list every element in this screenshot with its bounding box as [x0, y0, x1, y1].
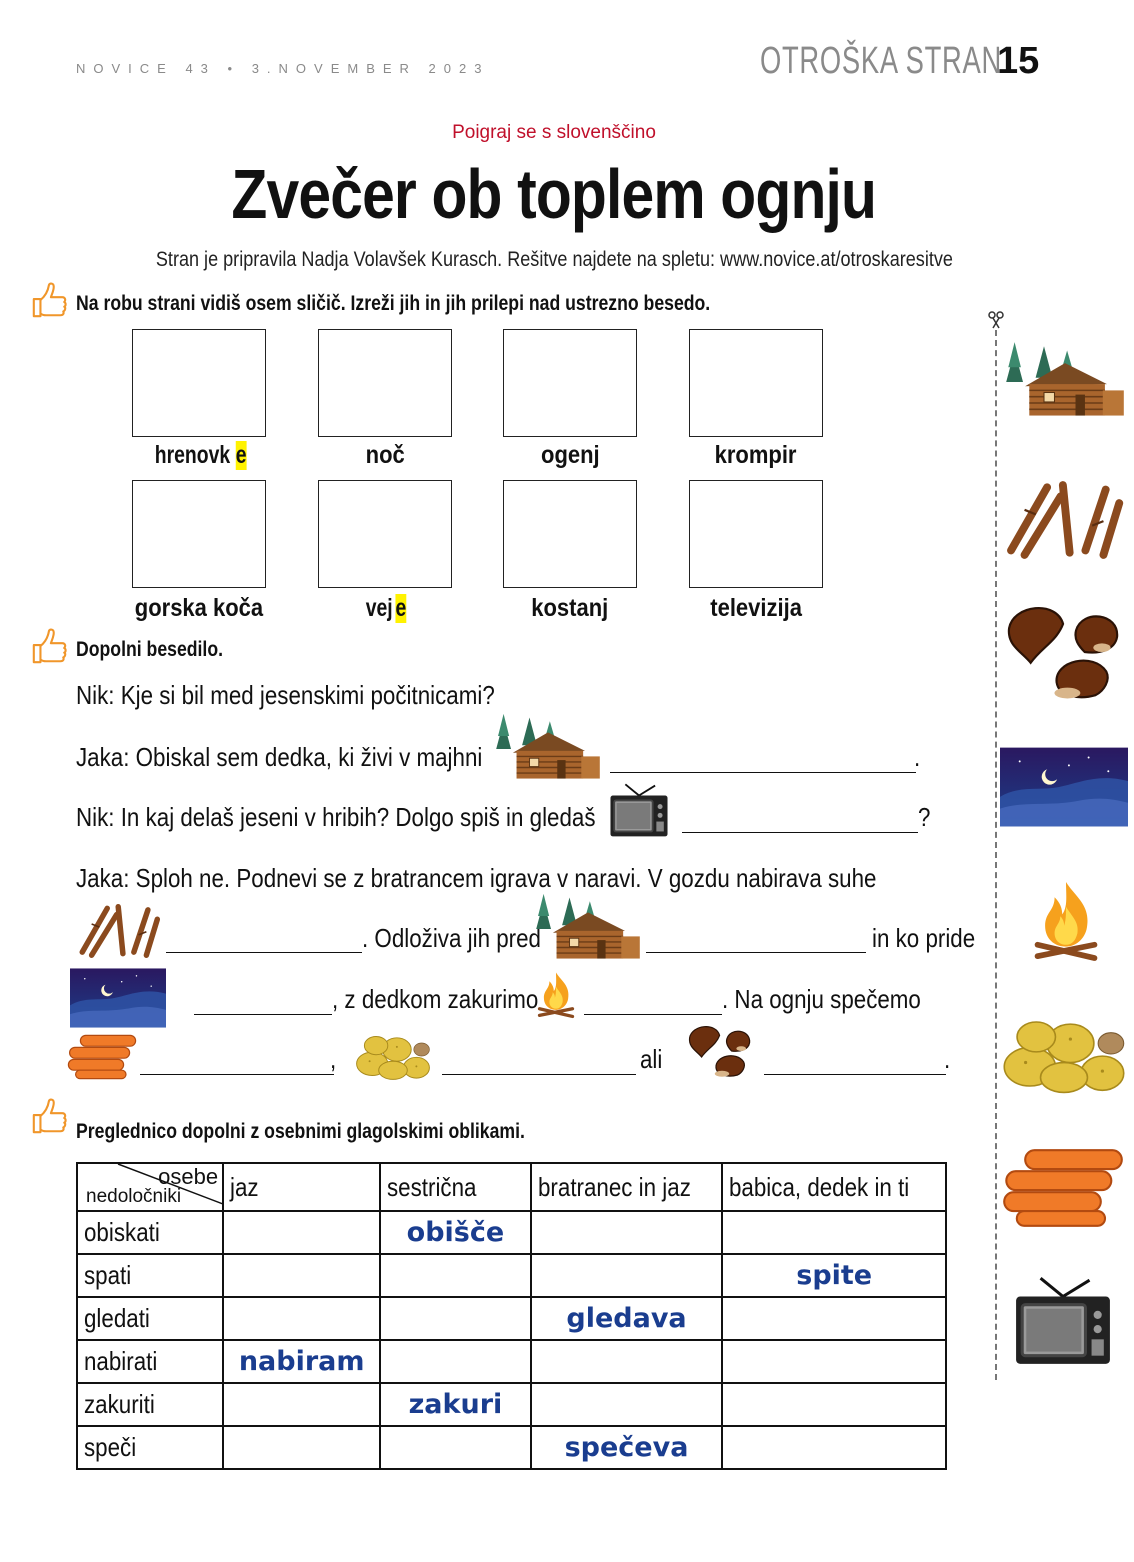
answer-cell[interactable]	[722, 1297, 946, 1340]
scissors-icon	[986, 310, 1006, 330]
verb-cell: gledati	[77, 1297, 223, 1340]
verb-cell: zakuriti	[77, 1383, 223, 1426]
thumbs-up-icon	[30, 282, 68, 320]
answer-cell[interactable]	[531, 1340, 723, 1383]
sticks-icon[interactable]	[1002, 475, 1126, 565]
blank-field[interactable]	[646, 930, 866, 953]
tv-icon	[608, 780, 670, 842]
answer-cell[interactable]: gledava	[531, 1297, 723, 1340]
column-header: jaz	[223, 1163, 380, 1211]
blank-field[interactable]	[140, 1052, 334, 1075]
dialogue-line-5a: . Odloživa jih pred	[362, 923, 541, 953]
answer-cell[interactable]	[223, 1254, 380, 1297]
punct: ,	[330, 1044, 337, 1074]
blank-field[interactable]	[194, 992, 332, 1015]
dialogue-line-5b: in ko pride	[872, 923, 976, 953]
table-row	[77, 1211, 946, 1254]
paste-box-1[interactable]	[132, 329, 266, 437]
task2-instruction: Dopolni besedilo.	[76, 638, 224, 661]
answer-cell[interactable]	[380, 1254, 530, 1297]
answer-cell[interactable]	[380, 1426, 530, 1469]
dialogue-line-6b: . Na ognju spečemo	[722, 984, 921, 1014]
issue-line: NOVICE 43 • 3.NOVEMBER 2023	[76, 61, 490, 76]
word-label: krompir	[715, 441, 797, 469]
table-row	[77, 1383, 946, 1426]
answer-cell[interactable]	[223, 1211, 380, 1254]
verb-cell: spati	[77, 1254, 223, 1297]
blank-field[interactable]	[442, 1052, 636, 1075]
answer-cell[interactable]	[722, 1340, 946, 1383]
answer-cell[interactable]	[531, 1211, 723, 1254]
word-label: televizija	[710, 594, 802, 622]
paste-box-4[interactable]	[689, 329, 823, 437]
column-header: babica, dedek in ti	[722, 1163, 946, 1211]
answer-cell[interactable]: spite	[722, 1254, 946, 1297]
word-label: gorska koča	[134, 594, 264, 622]
paste-box-7[interactable]	[503, 480, 637, 588]
page-number: 15	[997, 40, 1040, 82]
sticks-icon	[76, 902, 162, 960]
cabin-icon	[532, 892, 644, 966]
potato-icon	[354, 1030, 432, 1082]
paste-box-3[interactable]	[503, 329, 637, 437]
word-label: hrenovk e	[155, 441, 248, 469]
cabin-icon[interactable]	[1002, 340, 1128, 424]
dialogue-line-7b: ali	[640, 1044, 663, 1074]
kicker: Poigraj se s slovenščino	[452, 122, 656, 143]
answer-cell[interactable]	[531, 1383, 723, 1426]
answer-cell[interactable]	[531, 1254, 723, 1297]
word-label: noč	[365, 441, 405, 469]
task3-instruction: Preglednico dopolni z osebnimi glagolskimi oblikami.	[76, 1120, 525, 1143]
chestnut-icon	[686, 1020, 752, 1082]
answer-cell[interactable]	[223, 1383, 380, 1426]
night-icon[interactable]	[1000, 746, 1128, 828]
verb-cell: speči	[77, 1426, 223, 1469]
corner-label-top: osebe	[158, 1164, 219, 1189]
fire-icon[interactable]	[1028, 876, 1104, 966]
credit-line: Stran je pripravila Nadja Volavšek Kurasch. Rešitve najdete na spletu: www.novice.at/otroskaresitve	[155, 248, 953, 271]
page-title: Zvečer ob toplem ognju	[231, 155, 877, 233]
chestnut-icon[interactable]	[1002, 598, 1122, 706]
table-header-row	[77, 1163, 946, 1211]
answer-cell[interactable]: spečeva	[531, 1426, 723, 1469]
answer-cell[interactable]: nabiram	[223, 1340, 380, 1383]
answer-cell[interactable]	[722, 1383, 946, 1426]
column-header: bratranec in jaz	[531, 1163, 723, 1211]
dialogue-line-2: Jaka: Obiskal sem dedka, ki živi v majhni	[76, 742, 483, 772]
punct: ?	[918, 802, 931, 832]
table-row	[77, 1426, 946, 1469]
fire-icon	[534, 968, 578, 1022]
blank-field[interactable]	[166, 930, 362, 953]
section-title: OTROŠKA STRAN	[760, 40, 1002, 82]
table-row	[77, 1254, 946, 1297]
sausage-icon[interactable]	[1000, 1140, 1126, 1236]
paste-box-5[interactable]	[132, 480, 266, 588]
word-label: ogenj	[540, 441, 600, 469]
paste-box-6[interactable]	[318, 480, 452, 588]
thumbs-up-icon	[30, 628, 68, 666]
blank-field[interactable]	[610, 750, 916, 773]
blank-field[interactable]	[584, 992, 722, 1015]
sausage-icon	[66, 1028, 138, 1086]
word-label: kostanj	[531, 594, 609, 622]
verb-cell: nabirati	[77, 1340, 223, 1383]
paste-box-2[interactable]	[318, 329, 452, 437]
answer-cell[interactable]	[380, 1340, 530, 1383]
answer-cell[interactable]	[722, 1426, 946, 1469]
column-header: sestrična	[380, 1163, 530, 1211]
paste-box-8[interactable]	[689, 480, 823, 588]
cut-line	[995, 330, 997, 1380]
answer-cell[interactable]: obišče	[380, 1211, 530, 1254]
answer-cell[interactable]	[223, 1426, 380, 1469]
table-row	[77, 1340, 946, 1383]
punct: .	[944, 1044, 951, 1074]
tv-icon[interactable]	[1012, 1270, 1114, 1374]
blank-field[interactable]	[682, 810, 918, 833]
dialogue-line-1: Nik: Kje si bil med jesenskimi počitnicami?	[76, 680, 495, 710]
answer-cell[interactable]	[380, 1297, 530, 1340]
task1-instruction: Na robu strani vidiš osem sličič. Izreži jih in jih prilepi nad ustrezno besedo.	[76, 292, 711, 315]
answer-cell[interactable]: zakuri	[380, 1383, 530, 1426]
dialogue-line-3: Nik: In kaj delaš jeseni v hribih? Dolgo spiš in gledaš	[76, 802, 596, 832]
blank-field[interactable]	[764, 1052, 946, 1075]
cabin-icon	[492, 712, 604, 786]
thumbs-up-icon	[30, 1098, 68, 1136]
dialogue-line-6a: , z dedkom zakurimo	[332, 984, 539, 1014]
verb-cell: obiskati	[77, 1211, 223, 1254]
punct: .	[914, 742, 921, 772]
night-icon	[70, 968, 166, 1028]
answer-cell[interactable]	[722, 1211, 946, 1254]
potato-icon[interactable]	[1000, 1010, 1128, 1098]
table-corner	[77, 1163, 223, 1211]
corner-label-bottom: nedoločniki	[86, 1186, 182, 1207]
table-row	[77, 1297, 946, 1340]
dialogue-line-4: Jaka: Sploh ne. Podnevi se z bratrancem igrava v naravi. V gozdu nabirava suhe	[76, 863, 877, 893]
conjugation-table	[76, 1162, 947, 1470]
answer-cell[interactable]	[223, 1297, 380, 1340]
word-label: vej e	[365, 594, 406, 622]
